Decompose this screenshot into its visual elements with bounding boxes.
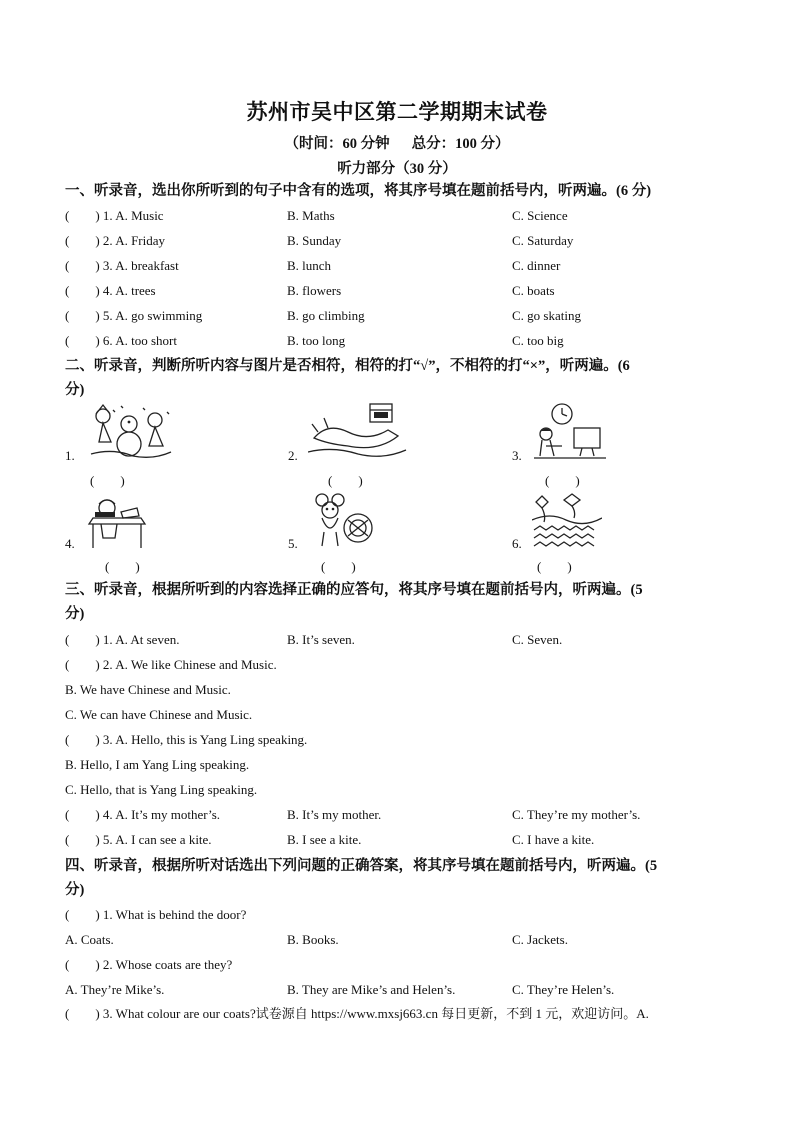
section3-heading-line1: 三、听录音，根据所听到的内容选择正确的应答句，将其序号填在题前括号内，听两遍。(5 — [65, 582, 643, 598]
picture-number: 1. — [65, 448, 75, 463]
option-c: C. go skating — [512, 308, 581, 323]
boy-computer-clock-icon — [532, 402, 612, 462]
answer-bracket: ( ) — [328, 473, 363, 488]
question-stem: ( ) 2. A. We like Chinese and Music. — [65, 657, 277, 672]
option-b: B. Maths — [287, 208, 335, 223]
question-row — [65, 255, 745, 277]
option-c: C. We can have Chinese and Music. — [65, 707, 253, 722]
picture-number: 5. — [288, 536, 298, 551]
girl-at-desk-icon — [85, 494, 155, 552]
question-row — [65, 205, 745, 227]
option-c: C. too big — [512, 333, 564, 348]
option-b: B. It’s seven. — [287, 632, 355, 647]
option-b: B. lunch — [287, 258, 332, 273]
question-stem: ( ) 5. A. I can see a kite. — [65, 832, 212, 847]
option-b: B. Hello, I am Yang Ling speaking. — [65, 757, 250, 772]
answer-bracket: ( ) — [90, 473, 125, 488]
option-c: C. I have a kite. — [512, 832, 595, 847]
question-row — [65, 230, 745, 252]
part-label: 听力部分（30 分） — [337, 161, 457, 177]
option-c: C. dinner — [512, 258, 561, 273]
section1-heading: 一、听录音，选出你所听到的句子中含有的选项，将其序号填在题前括号内，听两遍。(6 分) — [65, 183, 652, 199]
option-c: C. Hello, that is Yang Ling speaking. — [65, 782, 258, 797]
exam-info — [0, 132, 794, 153]
picture-number: 4. — [65, 536, 75, 551]
question-stem: ( ) 4. A. It’s my mother’s. — [65, 807, 221, 822]
section2-heading — [65, 354, 731, 402]
section2-heading-line1: 二、听录音，判断所听内容与图片是否相符，相符的打“√”，不相符的打“×”，听两遍。(6 — [65, 358, 630, 374]
option-b: B. flowers — [287, 283, 342, 298]
option-a: A. They’re Mike’s. — [65, 982, 165, 997]
dragon-boat-calendar-icon — [308, 402, 408, 462]
question-row — [65, 629, 745, 651]
question-stem: ( ) 2. A. Friday — [65, 233, 166, 248]
section3-heading — [65, 578, 731, 626]
kites-landscape-icon — [532, 492, 602, 550]
question-row — [65, 979, 745, 1001]
question-row — [65, 829, 745, 851]
section3-heading-line2: 分) — [65, 606, 85, 622]
picture-item-1 — [65, 400, 285, 495]
section4-heading-line1: 四、听录音，根据所听对话选出下列问题的正确答案，将其序号填在题前括号内，听两遍。(5 — [65, 858, 658, 874]
option-b: B. too long — [287, 333, 346, 348]
question-stem: ( ) 3. A. Hello, this is Yang Ling speaking. — [65, 732, 308, 747]
page-title: 苏州市吴中区第二学期期末试卷 — [246, 100, 548, 124]
question-stem: ( ) 5. A. go swimming — [65, 308, 203, 323]
exam-score: 总分：100 分） — [411, 136, 510, 152]
section4-heading — [65, 854, 731, 902]
question-row — [65, 280, 745, 302]
answer-bracket: ( ) — [537, 559, 572, 574]
option-c: C. Saturday — [512, 233, 574, 248]
question-row — [65, 330, 745, 352]
section2-heading-line2: 分) — [65, 382, 85, 398]
answer-bracket: ( ) — [545, 473, 580, 488]
option-b: B. We have Chinese and Music. — [65, 682, 231, 697]
picture-item-6 — [512, 490, 732, 580]
option-b: B. I see a kite. — [287, 832, 362, 847]
option-c: C. Science — [512, 208, 568, 223]
picture-item-4 — [65, 490, 285, 580]
option-c: C. Seven. — [512, 632, 563, 647]
answer-bracket: ( ) — [105, 559, 140, 574]
exam-time: （时间：60 分钟 — [284, 136, 390, 152]
answer-bracket: ( ) — [321, 559, 356, 574]
question-stem: ( ) 3. A. breakfast — [65, 258, 179, 273]
option-a: A. Coats. — [65, 932, 114, 947]
option-c: C. They’re Helen’s. — [512, 982, 615, 997]
picture-item-5 — [288, 490, 508, 580]
option-b: B. They are Mike’s and Helen’s. — [287, 982, 456, 997]
question-stem: ( ) 1. A. At seven. — [65, 632, 180, 647]
question-stem: ( ) 1. A. Music — [65, 208, 164, 223]
mouse-mooncake-icon — [310, 492, 376, 552]
question-row — [65, 804, 745, 826]
option-b: B. It’s my mother. — [287, 807, 382, 822]
option-c: C. boats — [512, 283, 555, 298]
option-c: C. They’re my mother’s. — [512, 807, 641, 822]
option-b: B. go climbing — [287, 308, 365, 323]
picture-number: 2. — [288, 448, 298, 463]
question-row — [65, 305, 745, 327]
picture-item-3 — [512, 400, 732, 495]
question-row — [65, 929, 745, 951]
picture-number: 3. — [512, 448, 522, 463]
section4-heading-line2: 分) — [65, 882, 85, 898]
question-stem: ( ) 3. What colour are our coats?试卷源自 https://www.mxsj663.cn 每日更新，不到 1 元，欢迎访问。A. — [65, 1006, 649, 1021]
option-b: B. Books. — [287, 932, 339, 947]
question-stem: ( ) 1. What is behind the door? — [65, 907, 247, 922]
picture-number: 6. — [512, 536, 522, 551]
question-stem: ( ) 2. Whose coats are they? — [65, 957, 233, 972]
question-stem: ( ) 4. A. trees — [65, 283, 156, 298]
picture-item-2 — [288, 400, 508, 495]
kids-playing-snow-icon — [83, 402, 175, 462]
question-stem: ( ) 6. A. too short — [65, 333, 177, 348]
option-b: B. Sunday — [287, 233, 342, 248]
option-c: C. Jackets. — [512, 932, 568, 947]
